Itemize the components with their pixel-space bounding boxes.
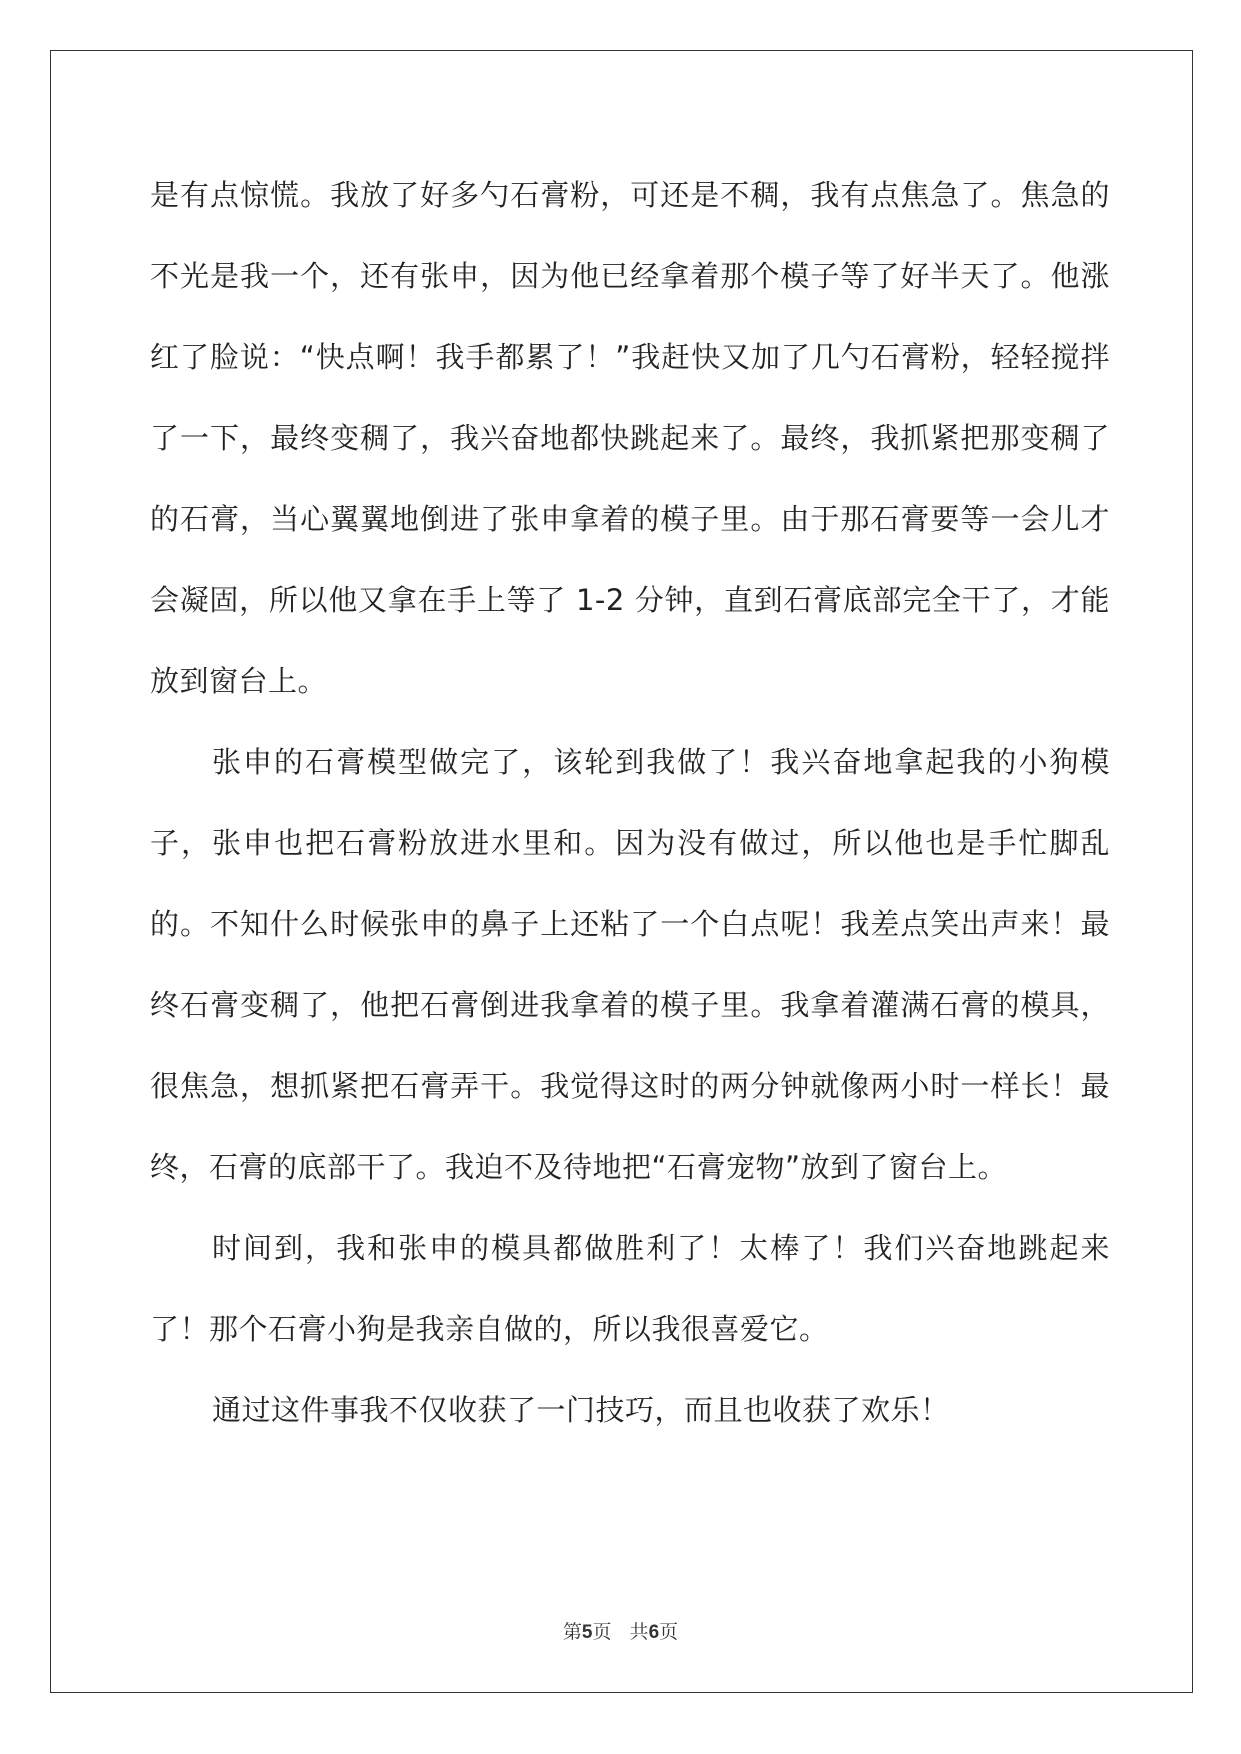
- document-body: [150, 155, 1110, 1451]
- page-footer: [0, 1617, 1241, 1644]
- paragraph-3: 时间到，我和张申的模具都做胜利了！太棒了！我们兴奋地跳起来了！那个石膏小狗是我亲自做的，所以我很喜爱它。: [150, 1231, 1110, 1346]
- footer-mid: 页 共: [592, 1621, 649, 1643]
- footer-suffix: 页: [659, 1621, 679, 1643]
- paragraph-2: 张申的石膏模型做完了，该轮到我做了！我兴奋地拿起我的小狗模子，张申也把石膏粉放进水里和。因为没有做过，所以他也是手忙脚乱的。不知什么时候张申的鼻子上还粘了一个白点呢！我差点笑出声来！最终石膏变稠了，他把石膏倒进我拿着的模子里。我拿着灌满石膏的模具，很焦急，想抓紧把石膏弄干。我觉得这时的两分钟就像两小时一样长！最终，石膏的底部干了。我迫不及待地把“石膏宠物”放到了窗台上。: [150, 745, 1110, 1184]
- current-page-number: 5: [581, 1622, 593, 1643]
- paragraph-4: 通过这件事我不仅收获了一门技巧，而且也收获了欢乐！: [212, 1393, 950, 1427]
- footer-prefix: 第: [562, 1621, 582, 1643]
- total-page-number: 6: [648, 1622, 660, 1643]
- paragraph-1: 是有点惊慌。我放了好多勺石膏粉，可还是不稠，我有点焦急了。焦急的不光是我一个，还有张申，因为他已经拿着那个模子等了好半天了。他涨红了脸说：“快点啊！我手都累了！”我赶快又加了几勺石膏粉，轻轻搅拌了一下，最终变稠了，我兴奋地都快跳起来了。最终，我抓紧把那变稠了的石膏，当心翼翼地倒进了张申拿着的模子里。由于那石膏要等一会儿才会凝固，所以他又拿在手上等了 1-2 分钟，直到石膏底部完全干了，才能放到窗台上。: [150, 178, 1110, 698]
